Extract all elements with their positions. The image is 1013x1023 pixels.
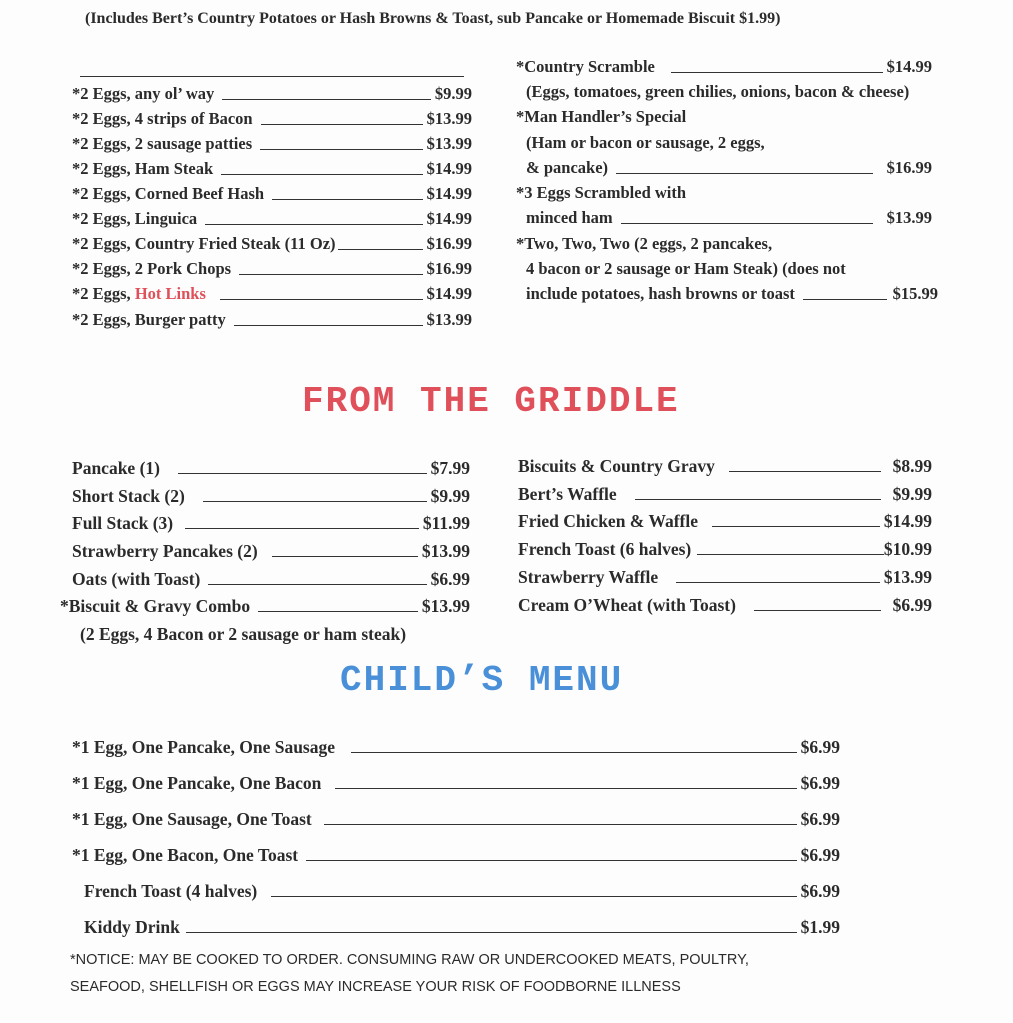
hot-links-label: Hot Links [134,284,206,303]
leader-line [258,611,418,612]
menu-item [72,541,470,561]
item-label: Cream O’Wheat (with Toast) [518,595,736,615]
item-label: *2 Eggs, Country Fried Steak (11 Oz) [72,234,336,253]
menu-item [72,458,470,478]
item-price: $10.99 [883,539,932,559]
notice-line: SEAFOOD, SHELLFISH OR EGGS MAY INCREASE YOUR RISK OF FOODBORNE ILLNESS [70,979,681,995]
menu-item [518,456,932,476]
item-price: $16.99 [886,158,932,177]
leader-line [335,788,796,789]
leader-line [272,556,418,557]
menu-item [72,159,472,179]
item-label: *2 Eggs, Burger patty [72,310,226,329]
leader-line [271,896,796,897]
item-price: $6.99 [430,569,470,589]
item-price: $13.99 [426,109,472,128]
item-price: $16.99 [426,259,472,278]
menu-item [72,486,470,506]
item-label: *1 Egg, One Pancake, One Bacon [72,773,322,793]
item-price: $9.99 [892,484,932,504]
leader-line [205,224,422,225]
item-label: *2 Eggs, 4 strips of Bacon [72,109,253,128]
item-label: *Two, Two, Two (2 eggs, 2 pancakes, [516,234,773,253]
item-label: French Toast (4 halves) [84,881,258,901]
leader-line [260,149,422,150]
menu-item [72,737,840,757]
item-label: Strawberry Waffle [518,567,659,587]
leader-line [234,325,423,326]
item-price: $16.99 [426,234,472,253]
item-label: Bert’s Waffle [518,484,617,504]
item-label: Kiddy Drink [84,917,180,937]
item-description: minced ham [526,208,613,227]
leader-line [324,824,797,825]
leader-line [338,249,423,250]
item-description: & pancake) [526,158,609,177]
item-price: $13.99 [426,134,472,153]
item-description: include potatoes, hash browns or toast [526,284,795,303]
item-label-prefix: *2 Eggs, [72,284,135,303]
item-price: $13.99 [883,567,932,587]
item-label: *1 Egg, One Bacon, One Toast [72,845,299,865]
menu-item [518,539,932,559]
item-price: $6.99 [800,881,840,901]
menu-item [72,134,472,154]
item-label: Strawberry Pancakes (2) [72,541,258,561]
item-price: $6.99 [800,737,840,757]
item-label: Full Stack (3) [72,513,174,533]
leader-line [712,526,880,527]
item-price: $8.99 [892,456,932,476]
leader-line [697,554,884,555]
item-price: $9.99 [434,84,472,103]
menu-item [72,569,470,589]
menu-item [72,773,840,793]
menu-item [72,84,472,104]
leader-line [754,610,881,611]
item-label [72,284,206,304]
item-label: *2 Eggs, any ol’ way [72,84,215,103]
item-price: $9.99 [430,486,470,506]
item-description: 4 bacon or 2 sausage or Ham Steak) (does not [526,259,846,278]
item-label: *1 Egg, One Pancake, One Sausage [72,737,336,757]
item-label: *2 Eggs, 2 Pork Chops [72,259,232,278]
section-rule [80,76,464,77]
leader-line [729,471,881,472]
leader-line [203,501,427,502]
menu-item [72,184,472,204]
leader-line [208,584,426,585]
leader-line [676,582,880,583]
leader-line [671,72,883,73]
leader-line [351,752,797,753]
griddle-heading: FROM THE GRIDDLE [302,381,680,422]
item-price: $14.99 [426,284,472,303]
menu-item-two-two-two [526,284,938,304]
item-label: *2 Eggs, Linguica [72,209,198,228]
leader-line [178,473,427,474]
menu-item [72,109,472,129]
item-price: $14.99 [426,159,472,178]
notice-text [70,947,749,1001]
menu-item [518,595,932,615]
item-price: $14.99 [886,57,932,76]
item-price: $6.99 [800,845,840,865]
leader-line [635,499,881,500]
menu-item [72,845,840,865]
item-description: (2 Eggs, 4 Bacon or 2 sausage or ham steak) [80,624,407,644]
menu-item [518,484,932,504]
item-label: Biscuits & Country Gravy [518,456,715,476]
menu-item [72,513,470,533]
leader-line [616,173,873,174]
menu-item [72,259,472,279]
item-label: *Biscuit & Gravy Combo [60,596,251,616]
menu-item-three-eggs [526,208,932,228]
menu-item [84,917,840,937]
item-price: $13.99 [886,208,932,227]
leader-line [185,528,419,529]
menu-item-country-scramble [516,57,932,77]
menu-item [518,511,932,531]
menu-item [518,567,932,587]
leader-line [272,199,423,200]
item-label: Pancake (1) [72,458,160,478]
item-price: $11.99 [422,513,470,533]
menu-item [72,234,472,254]
item-price: $13.99 [426,310,472,329]
item-label: French Toast (6 halves) [518,539,692,559]
item-label: *2 Eggs, Ham Steak [72,159,214,178]
item-price: $6.99 [800,809,840,829]
intro-text: (Includes Bert’s Country Potatoes or Hash Browns & Toast, sub Pancake or Homemade Biscuit $1.99) [85,10,781,27]
leader-line [803,299,887,300]
item-label: Fried Chicken & Waffle [518,511,699,531]
menu-item [72,310,472,330]
leader-line [220,299,423,300]
item-label: *2 Eggs, 2 sausage patties [72,134,253,153]
leader-line [306,860,797,861]
leader-line [261,124,423,125]
menu-item [84,881,840,901]
item-description: (Eggs, tomatoes, green chilies, onions, bacon & cheese) [526,82,910,101]
item-label: *2 Eggs, Corned Beef Hash [72,184,265,203]
menu-item [72,809,840,829]
notice-line: *NOTICE: MAY BE COOKED TO ORDER. CONSUMING RAW OR UNDERCOOKED MEATS, POULTRY, [70,952,749,968]
item-price: $6.99 [892,595,932,615]
item-description: (Ham or bacon or sausage, 2 eggs, [526,133,765,152]
leader-line [239,274,423,275]
item-label: *Man Handler’s Special [516,107,687,126]
leader-line [221,174,422,175]
item-price: $7.99 [430,458,470,478]
item-price: $14.99 [883,511,932,531]
item-label: *3 Eggs Scrambled with [516,183,687,202]
child-menu-heading: CHILD’S MENU [340,660,624,701]
item-label: *Country Scramble [516,57,655,76]
leader-line [621,223,873,224]
menu-item [72,284,472,304]
item-price: $14.99 [426,184,472,203]
leader-line [222,99,431,100]
item-price: $6.99 [800,773,840,793]
menu-item-man-handler [526,158,932,178]
item-price: $13.99 [421,596,470,616]
item-price: $13.99 [421,541,470,561]
menu-item [60,596,470,616]
leader-line [186,932,797,933]
item-label: *1 Egg, One Sausage, One Toast [72,809,312,829]
item-label: Oats (with Toast) [72,569,201,589]
item-price: $15.99 [892,284,938,303]
item-price: $14.99 [426,209,472,228]
menu-item [72,209,472,229]
item-price: $1.99 [800,917,840,937]
item-label: Short Stack (2) [72,486,185,506]
